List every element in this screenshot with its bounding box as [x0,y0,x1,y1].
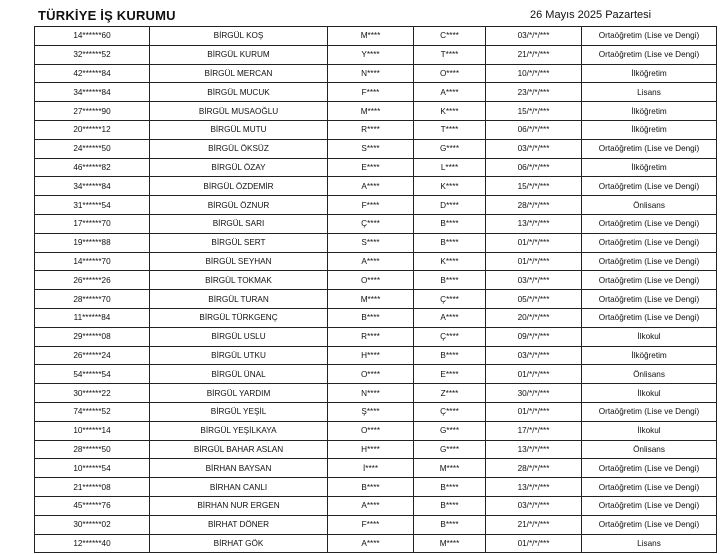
father-name-cell: M**** [414,459,486,478]
mother-name-cell: R**** [328,120,414,139]
birth-date-cell: 13/*/*/*** [486,214,582,233]
full-name-cell: BİRHAN BAYSAN [150,459,328,478]
tc-number-cell: 45******76 [35,496,150,515]
father-name-cell: G**** [414,139,486,158]
father-name-cell: B**** [414,496,486,515]
table-row [35,496,717,515]
father-name-cell: B**** [414,346,486,365]
education-level-cell: Lisans [582,534,717,553]
applicant-table [34,26,717,553]
page-header [0,0,720,26]
birth-date-cell: 15/*/*/*** [486,177,582,196]
table-row [35,177,717,196]
tc-number-cell: 11******84 [35,308,150,327]
full-name-cell: BİRGÜL MUCUK [150,83,328,102]
full-name-cell: BİRGÜL USLU [150,327,328,346]
education-level-cell: İlkokul [582,421,717,440]
birth-date-cell: 03/*/*/*** [486,27,582,46]
table-row [35,139,717,158]
full-name-cell: BİRGÜL SARI [150,214,328,233]
table-row [35,102,717,121]
full-name-cell: BİRGÜL KOŞ [150,27,328,46]
education-level-cell: İlkokul [582,327,717,346]
table-row [35,402,717,421]
father-name-cell: K**** [414,102,486,121]
mother-name-cell: O**** [328,365,414,384]
education-level-cell: İlköğretim [582,64,717,83]
birth-date-cell: 06/*/*/*** [486,158,582,177]
mother-name-cell: S**** [328,233,414,252]
father-name-cell: B**** [414,233,486,252]
education-level-cell: Önlisans [582,196,717,215]
father-name-cell: A**** [414,308,486,327]
full-name-cell: BİRGÜL TÜRKGENÇ [150,308,328,327]
father-name-cell: O**** [414,64,486,83]
table-row [35,515,717,534]
father-name-cell: Ç**** [414,402,486,421]
tc-number-cell: 20******12 [35,120,150,139]
table-row [35,478,717,497]
father-name-cell: E**** [414,365,486,384]
full-name-cell: BİRGÜL ÖZNUR [150,196,328,215]
full-name-cell: BİRGÜL MUSAOĞLU [150,102,328,121]
father-name-cell: T**** [414,120,486,139]
tc-number-cell: 29******08 [35,327,150,346]
tc-number-cell: 10******14 [35,421,150,440]
birth-date-cell: 17/*/*/*** [486,421,582,440]
tc-number-cell: 34******84 [35,177,150,196]
father-name-cell: Ç**** [414,327,486,346]
father-name-cell: Z**** [414,384,486,403]
table-row [35,440,717,459]
education-level-cell: Ortaöğretim (Lise ve Dengi) [582,308,717,327]
mother-name-cell: F**** [328,196,414,215]
table-row [35,252,717,271]
birth-date-cell: 01/*/*/*** [486,534,582,553]
tc-number-cell: 34******84 [35,83,150,102]
mother-name-cell: O**** [328,421,414,440]
birth-date-cell: 06/*/*/*** [486,120,582,139]
mother-name-cell: İ**** [328,459,414,478]
table-row [35,196,717,215]
father-name-cell: K**** [414,177,486,196]
tc-number-cell: 10******54 [35,459,150,478]
birth-date-cell: 01/*/*/*** [486,365,582,384]
education-level-cell: Ortaöğretim (Lise ve Dengi) [582,233,717,252]
mother-name-cell: B**** [328,478,414,497]
tc-number-cell: 12******40 [35,534,150,553]
birth-date-cell: 03/*/*/*** [486,346,582,365]
tc-number-cell: 28******70 [35,290,150,309]
full-name-cell: BİRGÜL SEYHAN [150,252,328,271]
birth-date-cell: 28/*/*/*** [486,459,582,478]
full-name-cell: BİRGÜL ÜNAL [150,365,328,384]
education-level-cell: İlköğretim [582,120,717,139]
education-level-cell: Ortaöğretim (Lise ve Dengi) [582,45,717,64]
education-level-cell: Ortaöğretim (Lise ve Dengi) [582,496,717,515]
table-row [35,327,717,346]
full-name-cell: BİRGÜL ÖKSÜZ [150,139,328,158]
birth-date-cell: 09/*/*/*** [486,327,582,346]
education-level-cell: Önlisans [582,440,717,459]
table-row [35,27,717,46]
mother-name-cell: M**** [328,102,414,121]
birth-date-cell: 03/*/*/*** [486,496,582,515]
education-level-cell: Ortaöğretim (Lise ve Dengi) [582,271,717,290]
mother-name-cell: A**** [328,496,414,515]
mother-name-cell: A**** [328,177,414,196]
full-name-cell: BİRGÜL KURUM [150,45,328,64]
education-level-cell: Ortaöğretim (Lise ve Dengi) [582,139,717,158]
table-row [35,365,717,384]
mother-name-cell: R**** [328,327,414,346]
table-row [35,45,717,64]
table-row [35,346,717,365]
education-level-cell: Ortaöğretim (Lise ve Dengi) [582,177,717,196]
education-level-cell: Ortaöğretim (Lise ve Dengi) [582,459,717,478]
full-name-cell: BİRGÜL TOKMAK [150,271,328,290]
birth-date-cell: 23/*/*/*** [486,83,582,102]
tc-number-cell: 32******52 [35,45,150,64]
table-row [35,214,717,233]
mother-name-cell: A**** [328,534,414,553]
mother-name-cell: M**** [328,27,414,46]
applicant-table-body [35,27,717,553]
education-level-cell: Ortaöğretim (Lise ve Dengi) [582,27,717,46]
education-level-cell: Ortaöğretim (Lise ve Dengi) [582,478,717,497]
table-row [35,308,717,327]
tc-number-cell: 74******52 [35,402,150,421]
full-name-cell: BİRGÜL UTKU [150,346,328,365]
tc-number-cell: 26******26 [35,271,150,290]
tc-number-cell: 30******22 [35,384,150,403]
father-name-cell: G**** [414,421,486,440]
full-name-cell: BİRHAT GÖK [150,534,328,553]
education-level-cell: İlköğretim [582,102,717,121]
mother-name-cell: F**** [328,83,414,102]
birth-date-cell: 13/*/*/*** [486,478,582,497]
father-name-cell: L**** [414,158,486,177]
full-name-cell: BİRHAN NUR ERGEN [150,496,328,515]
education-level-cell: Ortaöğretim (Lise ve Dengi) [582,402,717,421]
mother-name-cell: Ç**** [328,214,414,233]
mother-name-cell: F**** [328,515,414,534]
tc-number-cell: 19******88 [35,233,150,252]
tc-number-cell: 26******24 [35,346,150,365]
full-name-cell: BİRGÜL YEŞİLKAYA [150,421,328,440]
birth-date-cell: 05/*/*/*** [486,290,582,309]
father-name-cell: M**** [414,534,486,553]
report-date: 26 Mayıs 2025 Pazartesi [530,9,652,21]
table-row [35,421,717,440]
mother-name-cell: Y**** [328,45,414,64]
table-row [35,534,717,553]
full-name-cell: BİRHAT DÖNER [150,515,328,534]
full-name-cell: BİRGÜL SERT [150,233,328,252]
father-name-cell: B**** [414,271,486,290]
tc-number-cell: 21******08 [35,478,150,497]
education-level-cell: Önlisans [582,365,717,384]
table-row [35,290,717,309]
father-name-cell: T**** [414,45,486,64]
birth-date-cell: 20/*/*/*** [486,308,582,327]
table-row [35,459,717,478]
birth-date-cell: 28/*/*/*** [486,196,582,215]
father-name-cell: B**** [414,515,486,534]
full-name-cell: BİRGÜL YARDIM [150,384,328,403]
birth-date-cell: 03/*/*/*** [486,139,582,158]
mother-name-cell: S**** [328,139,414,158]
tc-number-cell: 30******02 [35,515,150,534]
table-row [35,158,717,177]
tc-number-cell: 28******50 [35,440,150,459]
mother-name-cell: H**** [328,346,414,365]
table-row [35,64,717,83]
mother-name-cell: A**** [328,252,414,271]
father-name-cell: B**** [414,214,486,233]
education-level-cell: Ortaöğretim (Lise ve Dengi) [582,252,717,271]
mother-name-cell: N**** [328,64,414,83]
education-level-cell: Ortaöğretim (Lise ve Dengi) [582,515,717,534]
mother-name-cell: M**** [328,290,414,309]
education-level-cell: İlköğretim [582,346,717,365]
birth-date-cell: 13/*/*/*** [486,440,582,459]
tc-number-cell: 27******90 [35,102,150,121]
mother-name-cell: E**** [328,158,414,177]
birth-date-cell: 01/*/*/*** [486,402,582,421]
father-name-cell: C**** [414,27,486,46]
birth-date-cell: 15/*/*/*** [486,102,582,121]
mother-name-cell: N**** [328,384,414,403]
tc-number-cell: 31******54 [35,196,150,215]
full-name-cell: BİRGÜL TURAN [150,290,328,309]
education-level-cell: İlköğretim [582,158,717,177]
father-name-cell: A**** [414,83,486,102]
birth-date-cell: 30/*/*/*** [486,384,582,403]
table-row [35,83,717,102]
table-row [35,233,717,252]
father-name-cell: Ç**** [414,290,486,309]
education-level-cell: Ortaöğretim (Lise ve Dengi) [582,214,717,233]
father-name-cell: B**** [414,478,486,497]
tc-number-cell: 54******54 [35,365,150,384]
table-row [35,120,717,139]
mother-name-cell: O**** [328,271,414,290]
full-name-cell: BİRGÜL BAHAR ASLAN [150,440,328,459]
mother-name-cell: H**** [328,440,414,459]
father-name-cell: D**** [414,196,486,215]
table-row [35,271,717,290]
education-level-cell: İlkokul [582,384,717,403]
table-row [35,384,717,403]
birth-date-cell: 03/*/*/*** [486,271,582,290]
birth-date-cell: 10/*/*/*** [486,64,582,83]
birth-date-cell: 21/*/*/*** [486,45,582,64]
full-name-cell: BİRGÜL ÖZDEMİR [150,177,328,196]
tc-number-cell: 46******82 [35,158,150,177]
tc-number-cell: 14******60 [35,27,150,46]
birth-date-cell: 01/*/*/*** [486,233,582,252]
mother-name-cell: Ş**** [328,402,414,421]
father-name-cell: K**** [414,252,486,271]
education-level-cell: Lisans [582,83,717,102]
full-name-cell: BİRGÜL MERCAN [150,64,328,83]
birth-date-cell: 21/*/*/*** [486,515,582,534]
full-name-cell: BİRGÜL ÖZAY [150,158,328,177]
education-level-cell: Ortaöğretim (Lise ve Dengi) [582,290,717,309]
father-name-cell: G**** [414,440,486,459]
tc-number-cell: 24******50 [35,139,150,158]
tc-number-cell: 14******70 [35,252,150,271]
tc-number-cell: 17******70 [35,214,150,233]
full-name-cell: BİRHAN CANLI [150,478,328,497]
tc-number-cell: 42******84 [35,64,150,83]
organization-title: TÜRKİYE İŞ KURUMU [38,8,176,23]
full-name-cell: BİRGÜL MUTU [150,120,328,139]
mother-name-cell: B**** [328,308,414,327]
birth-date-cell: 01/*/*/*** [486,252,582,271]
full-name-cell: BİRGÜL YEŞİL [150,402,328,421]
